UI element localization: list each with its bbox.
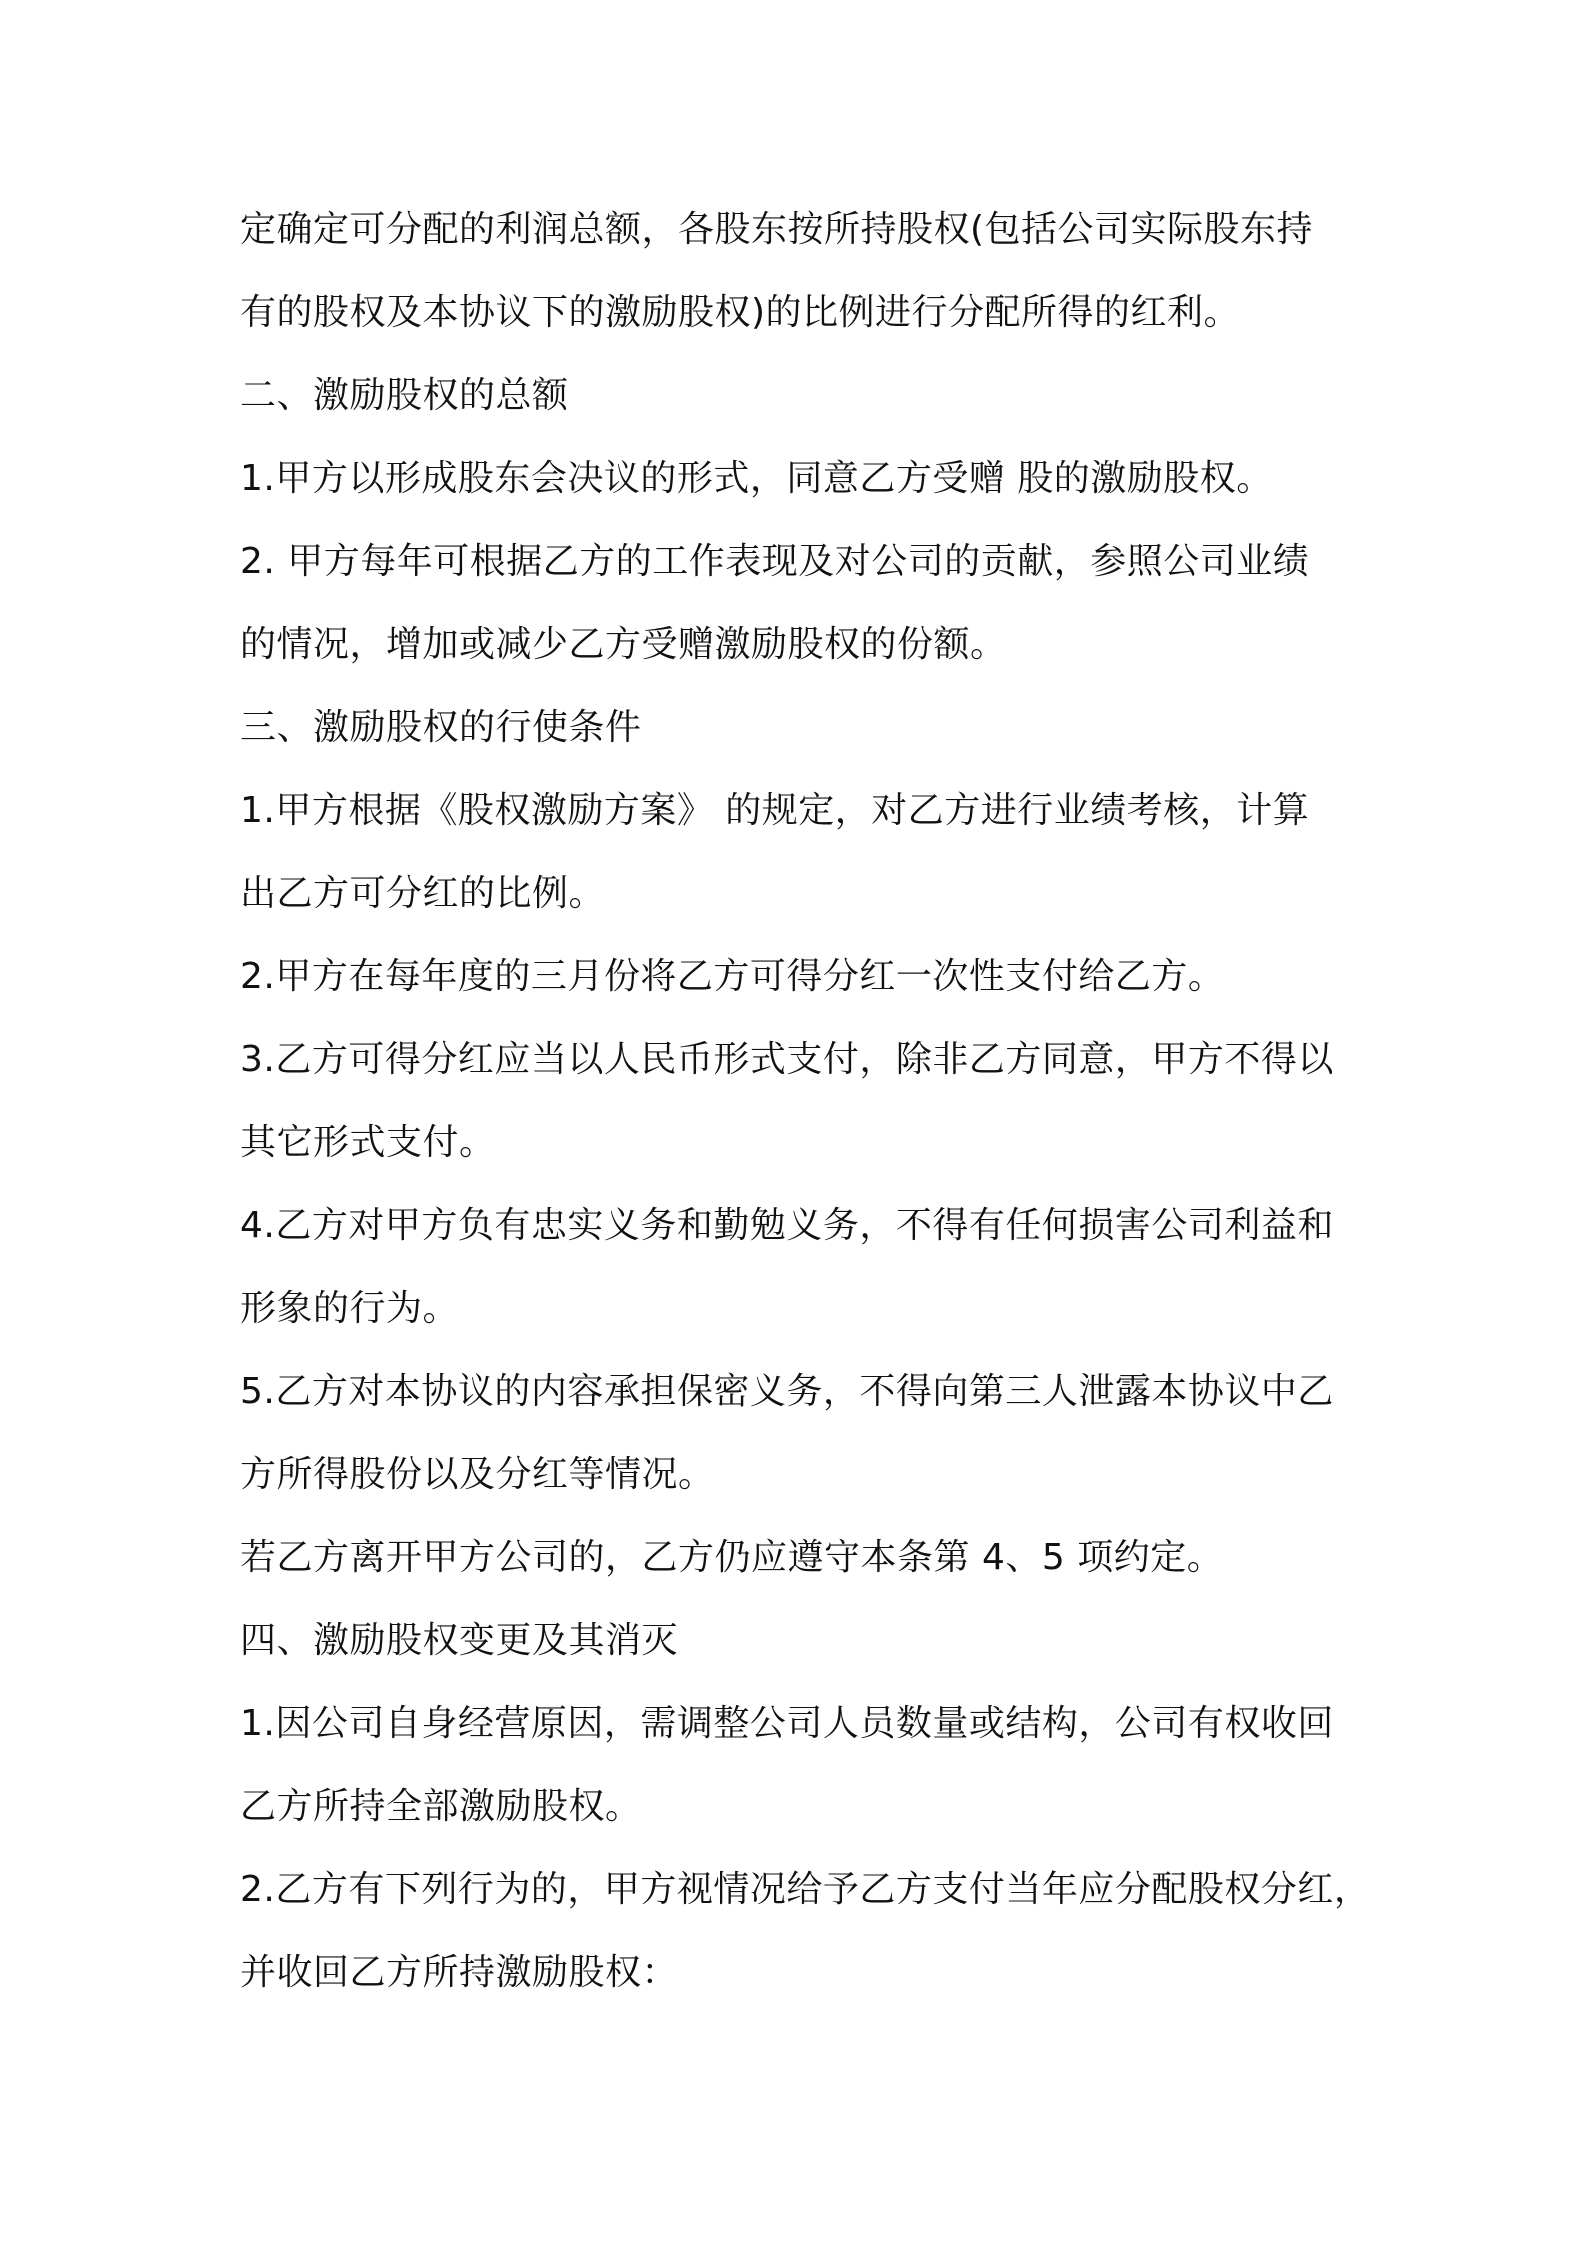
text-line: 若乙方离开甲方公司的，乙方仍应遵守本条第 4、5 项约定。: [240, 1537, 1224, 1578]
text-line: 1.因公司自身经营原因，需调整公司人员数量或结构，公司有权收回: [240, 1703, 1334, 1744]
text-line: 4.乙方对甲方负有忠实义务和勤勉义务，不得有任何损害公司利益和: [240, 1205, 1334, 1246]
text-line: 3.乙方可得分红应当以人民币形式支付，除非乙方同意，甲方不得以: [240, 1039, 1334, 1080]
text-line: 2.乙方有下列行为的，甲方视情况给予乙方支付当年应分配股权分红，: [240, 1869, 1371, 1910]
text-line: 出乙方可分红的比例。: [240, 873, 606, 914]
text-line: 方所得股份以及分红等情况。: [240, 1454, 715, 1495]
section-heading: 二、激励股权的总额: [240, 375, 569, 416]
text-line: 形象的行为。: [240, 1288, 460, 1329]
text-line: 1.甲方根据《股权激励方案》 的规定，对乙方进行业绩考核，计算: [240, 790, 1310, 831]
text-line: 乙方所持全部激励股权。: [240, 1786, 642, 1827]
text-line: 的情况，增加或减少乙方受赠激励股权的份额。: [240, 624, 1007, 665]
text-line: 并收回乙方所持激励股权：: [240, 1952, 679, 1993]
text-line: 5.乙方对本协议的内容承担保密义务，不得向第三人泄露本协议中乙: [240, 1371, 1334, 1412]
text-line: 有的股权及本协议下的激励股权)的比例进行分配所得的红利。: [240, 292, 1241, 333]
section-heading: 三、激励股权的行使条件: [240, 707, 642, 748]
text-line: 其它形式支付。: [240, 1122, 496, 1163]
text-line: 2. 甲方每年可根据乙方的工作表现及对公司的贡献，参照公司业绩: [240, 541, 1310, 582]
text-line: 2.甲方在每年度的三月份将乙方可得分红一次性支付给乙方。: [240, 956, 1225, 997]
text-line: 1.甲方以形成股东会决议的形式，同意乙方受赠 股的激励股权。: [240, 458, 1273, 499]
text-line: 定确定可分配的利润总额，各股东按所持股权(包括公司实际股东持: [240, 209, 1314, 250]
section-heading: 四、激励股权变更及其消灭: [240, 1620, 679, 1661]
